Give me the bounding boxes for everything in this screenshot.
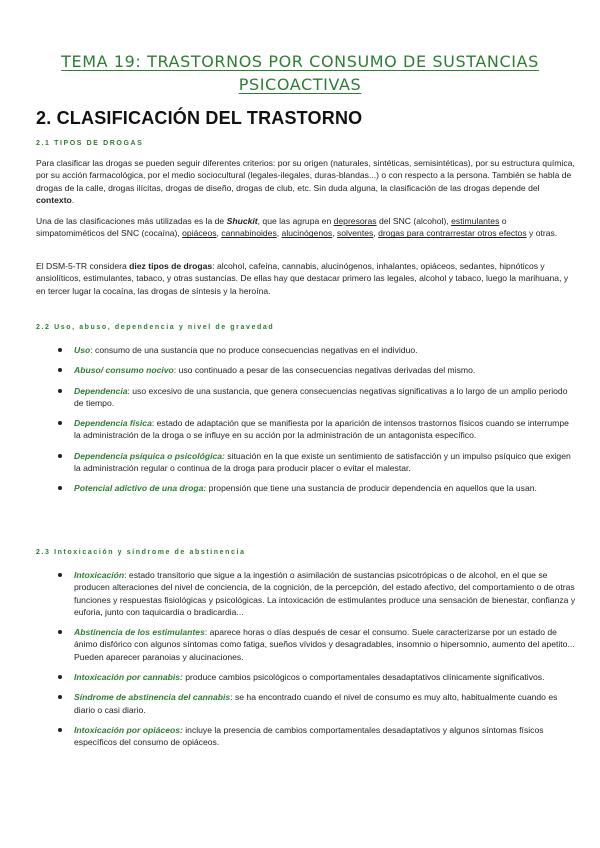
term-potencial-adictivo: Potencial adictivo de una droga: — [74, 483, 207, 494]
bold-diez-tipos: diez tipos de drogas — [129, 261, 213, 271]
list-item: Dependencia física: estado de adaptación que se manifiesta por la aparición de intensos trastornos físicos cuando se interrumpe la administración de la droga o se influye en su acción por la administración de un antagonista específico. — [36, 417, 576, 442]
list-item: Uso: consumo de una sustancia que no produce consecuencias negativas en el individuo. — [36, 344, 576, 356]
list-item: Potencial adictivo de una droga: propensión que tiene una sustancia de producir dependencia en aquellos que la usan. — [36, 482, 576, 494]
list-item: Abuso/ consumo nocivo: uso continuado a pesar de las consecuencias negativas derivadas del mismo. — [36, 364, 576, 376]
list-item: Dependencia psíquica o psicológica: situación en la que existe un sentimiento de satisfacción y un impulso psíquico que exigen la administración regular o continua de la droga para producir placer o evitar el malestar. — [36, 450, 576, 475]
list-item: Intoxicación por opiáceos: incluye la presencia de cambios comportamentales desadaptativos y algunos síntomas físicos específicos del consumo de opiáceos. — [36, 724, 576, 749]
document-title — [60, 50, 540, 96]
term-cannabinoides: cannabinoides — [221, 228, 277, 239]
term-intoxicacion-opiaceos: Intoxicación por opiáceos: — [74, 724, 183, 735]
bold-contexto: contexto — [36, 194, 72, 205]
list-item: Intoxicación: estado transitorio que sigue a la ingestión o asimilación de sustancias psicotrópicas o de alcohol, en el que se producen alteraciones del nivel de conciencia, de la cognición, de la percepción, del estado afectivo, del comportamiento o de otras funciones y respuestas fisiológicas y psicológicas. La intoxicación de estimulantes produce una sensación de bienestar, confianza y euforia, junto con taquicardia o bradicardia... — [36, 569, 576, 618]
term-abstinencia-estimulantes: Abstinencia de los estimulantes — [74, 627, 205, 638]
term-alucinogenos: alucinógenos — [281, 228, 333, 239]
term-dependencia: Dependencia — [74, 385, 128, 396]
list-item: Dependencia: uso excesivo de una sustancia, que genera consecuencias negativas significativas a lo largo de un amplio periodo de tiempo. — [36, 385, 576, 410]
term-abuso: Abuso/ consumo nocivo — [74, 365, 174, 376]
term-depresoras: depresoras — [333, 216, 377, 226]
title-line-2: PSICOACTIVAS — [238, 75, 362, 94]
title-line-1: TEMA 19: TRASTORNOS POR CONSUMO DE SUSTANCIAS — [61, 52, 539, 71]
list-uso-abuso — [36, 344, 576, 503]
term-estimulantes: estimulantes — [451, 216, 500, 226]
paragraph-shuckit: Una de las clasificaciones más utilizadas es la de Shuckit, que las agrupa en depresoras del SNC (alcohol), estimulantes o simpatomiméticos del SNC (cocaína), opiáceos, cannabinoides, alucinógenos, solventes, drogas para contrarrestar otros efectos y otras. — [36, 216, 558, 239]
term-intoxicacion: Intoxicación — [74, 570, 125, 580]
list-item: Síndrome de abstinencia del cannabis: se ha encontrado cuando el nivel de consumo es muy alto, habitualmente cuando es diario o casi diario. — [36, 691, 576, 716]
term-opiaceos: opiáceos — [182, 228, 217, 239]
term-contrarrestar: drogas para contrarrestar otros efectos — [378, 228, 527, 239]
term-dependencia-psiquica: Dependencia psíquica o psicológica: — [74, 450, 225, 461]
term-uso: Uso — [74, 345, 91, 355]
section-title: 2. CLASIFICACIÓN DEL TRASTORNO — [36, 108, 363, 128]
term-intoxicacion-cannabis: Intoxicación por cannabis: — [74, 672, 183, 683]
list-intoxicacion — [36, 569, 576, 757]
term-dependencia-fisica: Dependencia física — [74, 418, 152, 429]
term-abstinencia-cannabis: Síndrome de abstinencia del cannabis — [74, 692, 231, 703]
subheading-tipos-de-drogas: 2.1 TIPOS DE DROGAS — [36, 140, 144, 147]
term-shuckit: Shuckit — [226, 216, 258, 226]
subheading-uso-abuso: 2.2 Uso, abuso, dependencia y nivel de gravedad — [36, 324, 275, 331]
list-item: Abstinencia de los estimulantes: aparece horas o días después de cesar el consumo. Suele caracterizarse por un estado de ánimo disfórico con algunos síntomas como fatiga, sueños vívidos y desagradables, insomnio o hipersomnio, aumento del apetito... Pueden aparecer paranoias y alucinaciones. — [36, 626, 576, 663]
paragraph-criterios: Para clasificar las drogas se pueden seguir diferentes criterios: por su origen (naturales, sintéticas, semisintéticas), por su estructura química, por su acción farmacológica, por el medio sociocultural (legales-ilegales, duras-blandas...) o con respecto a la persona. También se habla de drogas de la calle, drogas ilícitas, drogas de diseño, drogas de club, etc. Sin duda alguna, la clasificación de las drogas depende del contexto. — [36, 158, 575, 205]
paragraph-dsm: El DSM-5-TR considera diez tipos de drogas: alcohol, cafeína, cannabis, alucinógenos, inhalantes, opiáceos, sedantes, hipnóticos y ansiolíticos, estimulantes, tabaco, y otras sustancias. De ellas hay que destacar primero las legales, alcohol y tabaco, luego la marihuana, y en tercer lugar la cocaína, las drogas de síntesis y la heroína. — [36, 261, 569, 296]
subheading-intoxicacion: 2.3 Intoxicación y síndrome de abstinencia — [36, 549, 246, 556]
term-solventes: solventes — [336, 228, 374, 239]
list-item: Intoxicación por cannabis: produce cambios psicológicos o comportamentales desadaptativos clínicamente significativos. — [36, 671, 576, 683]
